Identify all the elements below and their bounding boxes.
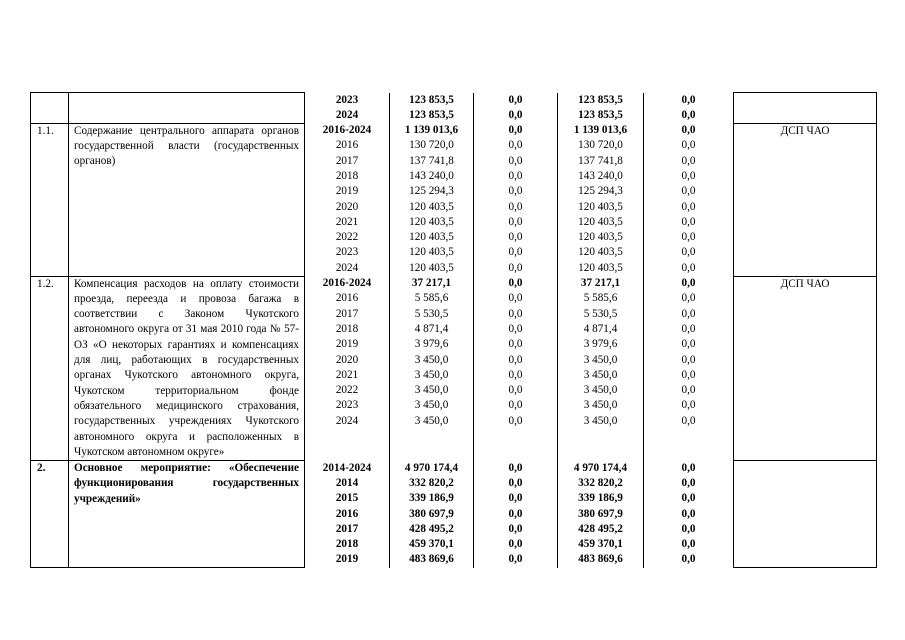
federal-cell: 0,0	[508, 139, 523, 152]
table-row	[31, 276, 877, 461]
federal-cell: 0,0	[508, 399, 523, 412]
other-sources-cell: 0,0	[681, 338, 696, 351]
total-cell: 5 530,5	[414, 307, 449, 320]
federal-cell: 0,0	[508, 322, 523, 335]
regional-cell: 3 450,0	[583, 368, 618, 381]
other-sources-cell: 0,0	[681, 124, 696, 137]
other-sources-cell: 0,0	[681, 215, 696, 228]
total-cell: 380 697,9	[409, 507, 454, 520]
table-body	[31, 93, 877, 568]
other-sources-column	[644, 276, 734, 461]
year-cell: 2021	[335, 368, 359, 381]
total-cell: 123 853,5	[409, 93, 454, 106]
activity-name: Компенсация расходов на оплату стоимости проезда, переезда и провоза багажа в соответствии с Законом Чукотского автономного округа от 31 мая 2010 года № 57-ОЗ «О некоторых гарантиях и компенсациях для лиц, работающих в государственных органах Чукотского автономного округа, Чукотском территориальном фонде обязательного медицинского страхования, государственных учреждениях Чукотского автономного округа и расположенных в Чукотском автономном округе»	[69, 276, 305, 461]
total-cell: 3 979,6	[414, 338, 449, 351]
federal-column	[474, 461, 558, 568]
other-sources-cell: 0,0	[681, 169, 696, 182]
total-cell: 120 403,5	[409, 246, 454, 259]
year-cell: 2023	[335, 246, 359, 259]
federal-cell: 0,0	[508, 553, 523, 566]
regional-cell: 3 979,6	[583, 338, 618, 351]
total-cell: 4 970 174,4	[404, 461, 459, 474]
regional-cell: 5 530,5	[583, 307, 618, 320]
year-column	[305, 461, 390, 568]
other-sources-cell: 0,0	[681, 538, 696, 551]
other-sources-cell: 0,0	[681, 93, 696, 106]
regional-column	[558, 461, 644, 568]
activity-name	[69, 93, 305, 124]
federal-cell: 0,0	[508, 384, 523, 397]
total-cell: 123 853,5	[409, 108, 454, 121]
year-column	[305, 123, 390, 276]
table-row	[31, 461, 877, 568]
total-cell: 339 186,9	[409, 492, 454, 505]
regional-cell: 120 403,5	[578, 231, 623, 244]
federal-column	[474, 276, 558, 461]
regional-cell: 380 697,9	[578, 507, 623, 520]
year-cell: 2018	[335, 322, 359, 335]
regional-cell: 120 403,5	[578, 261, 623, 274]
year-cell: 2019	[335, 185, 359, 198]
federal-cell: 0,0	[508, 538, 523, 551]
regional-cell: 1 139 013,6	[573, 124, 628, 137]
regional-cell: 339 186,9	[578, 492, 623, 505]
regional-cell: 4 970 174,4	[573, 461, 628, 474]
year-cell: 2020	[335, 200, 359, 213]
federal-cell: 0,0	[508, 185, 523, 198]
responsible-executor: ДСП ЧАО	[734, 123, 877, 276]
federal-cell: 0,0	[508, 93, 523, 106]
federal-cell: 0,0	[508, 246, 523, 259]
regional-cell: 428 495,2	[578, 522, 623, 535]
federal-cell: 0,0	[508, 476, 523, 489]
total-cell: 3 450,0	[414, 368, 449, 381]
total-cell: 3 450,0	[414, 384, 449, 397]
federal-column	[474, 93, 558, 124]
regional-column	[558, 123, 644, 276]
federal-cell: 0,0	[508, 124, 523, 137]
federal-cell: 0,0	[508, 261, 523, 274]
other-sources-cell: 0,0	[681, 185, 696, 198]
other-sources-cell: 0,0	[681, 399, 696, 412]
total-cell: 130 720,0	[409, 139, 454, 152]
regional-cell: 123 853,5	[578, 108, 623, 121]
year-cell: 2017	[335, 307, 359, 320]
regional-cell: 120 403,5	[578, 215, 623, 228]
total-column	[390, 123, 474, 276]
regional-cell: 483 869,6	[578, 553, 623, 566]
year-cell: 2016-2024	[322, 124, 372, 137]
row-number: 1.2.	[31, 276, 69, 461]
regional-cell: 37 217,1	[580, 277, 621, 290]
other-sources-cell: 0,0	[681, 277, 696, 290]
total-cell: 125 294,3	[409, 185, 454, 198]
other-sources-cell: 0,0	[681, 108, 696, 121]
other-sources-cell: 0,0	[681, 322, 696, 335]
other-sources-cell: 0,0	[681, 292, 696, 305]
total-cell: 5 585,6	[414, 292, 449, 305]
regional-cell: 3 450,0	[583, 399, 618, 412]
federal-cell: 0,0	[508, 200, 523, 213]
other-sources-column	[644, 93, 734, 124]
other-sources-cell: 0,0	[681, 507, 696, 520]
responsible-executor	[734, 461, 877, 568]
total-column	[390, 461, 474, 568]
total-column	[390, 93, 474, 124]
total-cell: 120 403,5	[409, 215, 454, 228]
other-sources-cell: 0,0	[681, 461, 696, 474]
year-cell: 2018	[335, 169, 359, 182]
federal-cell: 0,0	[508, 108, 523, 121]
federal-cell: 0,0	[508, 507, 523, 520]
federal-cell: 0,0	[508, 215, 523, 228]
year-cell: 2019	[335, 338, 359, 351]
federal-cell: 0,0	[508, 277, 523, 290]
regional-cell: 120 403,5	[578, 200, 623, 213]
year-cell: 2020	[335, 353, 359, 366]
other-sources-cell: 0,0	[681, 246, 696, 259]
total-cell: 143 240,0	[409, 169, 454, 182]
other-sources-cell: 0,0	[681, 261, 696, 274]
other-sources-cell: 0,0	[681, 307, 696, 320]
budget-table	[30, 92, 877, 568]
year-cell: 2017	[335, 522, 359, 535]
total-cell: 428 495,2	[409, 522, 454, 535]
total-cell: 4 871,4	[414, 322, 449, 335]
row-number: 2.	[31, 461, 69, 568]
year-cell: 2018	[335, 538, 359, 551]
responsible-executor	[734, 93, 877, 124]
responsible-executor: ДСП ЧАО	[734, 276, 877, 461]
other-sources-cell: 0,0	[681, 384, 696, 397]
total-cell: 120 403,5	[409, 261, 454, 274]
federal-cell: 0,0	[508, 414, 523, 427]
year-cell: 2024	[335, 108, 359, 121]
federal-cell: 0,0	[508, 169, 523, 182]
total-cell: 1 139 013,6	[404, 124, 459, 137]
regional-column	[558, 276, 644, 461]
regional-cell: 3 450,0	[583, 414, 618, 427]
other-sources-cell: 0,0	[681, 414, 696, 427]
total-cell: 3 450,0	[414, 414, 449, 427]
regional-cell: 125 294,3	[578, 185, 623, 198]
total-cell: 37 217,1	[411, 277, 452, 290]
other-sources-cell: 0,0	[681, 353, 696, 366]
federal-cell: 0,0	[508, 338, 523, 351]
regional-cell: 143 240,0	[578, 169, 623, 182]
year-cell: 2021	[335, 215, 359, 228]
other-sources-cell: 0,0	[681, 368, 696, 381]
year-cell: 2014-2024	[322, 461, 372, 474]
total-cell: 137 741,8	[409, 154, 454, 167]
year-column	[305, 276, 390, 461]
regional-cell: 332 820,2	[578, 476, 623, 489]
federal-cell: 0,0	[508, 492, 523, 505]
total-cell: 120 403,5	[409, 200, 454, 213]
year-cell: 2016	[335, 292, 359, 305]
federal-cell: 0,0	[508, 292, 523, 305]
federal-cell: 0,0	[508, 154, 523, 167]
total-cell: 332 820,2	[409, 476, 454, 489]
other-sources-column	[644, 461, 734, 568]
year-cell: 2017	[335, 154, 359, 167]
year-cell: 2023	[335, 399, 359, 412]
regional-cell: 123 853,5	[578, 93, 623, 106]
other-sources-cell: 0,0	[681, 553, 696, 566]
other-sources-column	[644, 123, 734, 276]
regional-cell: 137 741,8	[578, 154, 623, 167]
federal-cell: 0,0	[508, 368, 523, 381]
other-sources-cell: 0,0	[681, 522, 696, 535]
other-sources-cell: 0,0	[681, 200, 696, 213]
other-sources-cell: 0,0	[681, 476, 696, 489]
year-cell: 2014	[335, 476, 359, 489]
regional-cell: 3 450,0	[583, 384, 618, 397]
year-cell: 2023	[335, 93, 359, 106]
year-cell: 2016	[335, 507, 359, 520]
other-sources-cell: 0,0	[681, 492, 696, 505]
year-cell: 2024	[335, 414, 359, 427]
regional-cell: 130 720,0	[578, 139, 623, 152]
regional-column	[558, 93, 644, 124]
total-cell: 459 370,1	[409, 538, 454, 551]
year-column	[305, 93, 390, 124]
regional-cell: 120 403,5	[578, 246, 623, 259]
total-cell: 120 403,5	[409, 231, 454, 244]
table-row	[31, 123, 877, 276]
other-sources-cell: 0,0	[681, 139, 696, 152]
federal-cell: 0,0	[508, 231, 523, 244]
year-cell: 2016-2024	[322, 277, 372, 290]
activity-name: Содержание центрального аппарата органов государственной власти (государственных органов)	[69, 123, 305, 276]
federal-cell: 0,0	[508, 522, 523, 535]
row-number: 1.1.	[31, 123, 69, 276]
total-cell: 3 450,0	[414, 353, 449, 366]
year-cell: 2022	[335, 384, 359, 397]
activity-name: Основное мероприятие: «Обеспечение функционирования государственных учреждений»	[69, 461, 305, 568]
total-column	[390, 276, 474, 461]
federal-cell: 0,0	[508, 307, 523, 320]
year-cell: 2016	[335, 139, 359, 152]
total-cell: 483 869,6	[409, 553, 454, 566]
regional-cell: 5 585,6	[583, 292, 618, 305]
total-cell: 3 450,0	[414, 399, 449, 412]
regional-cell: 4 871,4	[583, 322, 618, 335]
year-cell: 2024	[335, 261, 359, 274]
federal-column	[474, 123, 558, 276]
federal-cell: 0,0	[508, 461, 523, 474]
other-sources-cell: 0,0	[681, 231, 696, 244]
year-cell: 2022	[335, 231, 359, 244]
federal-cell: 0,0	[508, 353, 523, 366]
other-sources-cell: 0,0	[681, 154, 696, 167]
year-cell: 2015	[335, 492, 359, 505]
regional-cell: 459 370,1	[578, 538, 623, 551]
row-number	[31, 93, 69, 124]
table-row	[31, 93, 877, 124]
year-cell: 2019	[335, 553, 359, 566]
regional-cell: 3 450,0	[583, 353, 618, 366]
